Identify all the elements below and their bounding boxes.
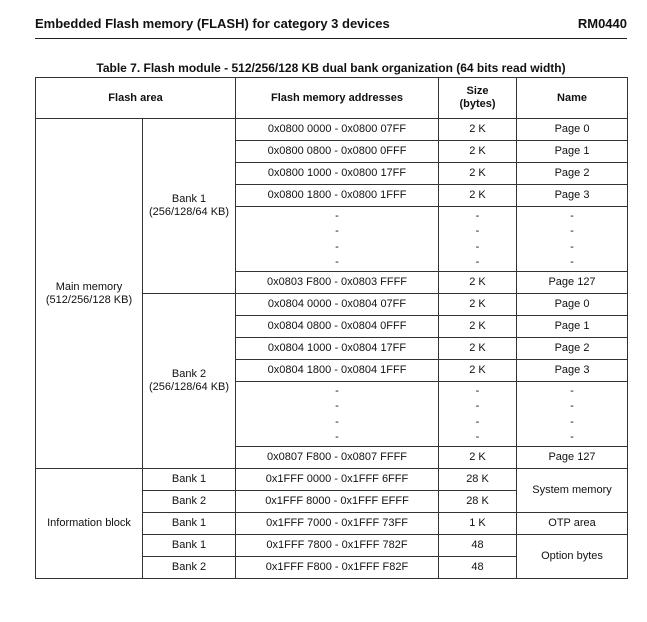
bank2-cell: [143, 294, 236, 469]
address-cell: 0x1FFF 8000 - 0x1FFF EFFF: [236, 491, 439, 513]
option-bytes-cell: Option bytes: [517, 535, 628, 579]
col-header-size: [439, 78, 517, 119]
name-cell: Page 0: [517, 119, 628, 141]
col-header-size-line2: (bytes): [459, 98, 496, 110]
name-cell: Page 3: [517, 185, 628, 207]
ellipsis-mark: -: [570, 430, 574, 443]
address-cell: 0x0800 0800 - 0x0800 0FFF: [236, 141, 439, 163]
size-cell: 2 K: [439, 272, 517, 294]
address-cell: 0x0804 0000 - 0x0804 07FF: [236, 294, 439, 316]
size-cell: 2 K: [439, 163, 517, 185]
information-block-cell: Information block: [36, 469, 143, 579]
ellipsis-mark: -: [570, 415, 574, 428]
size-cell: 28 K: [439, 469, 517, 491]
name-cell: Page 3: [517, 360, 628, 382]
table-row: [36, 469, 628, 491]
size-ellipsis-cell: [439, 382, 517, 447]
bank-cell: Bank 1: [143, 535, 236, 557]
bank1-label: Bank 1: [171, 193, 207, 205]
address-cell: 0x0803 F800 - 0x0803 FFFF: [236, 272, 439, 294]
main-memory-label: Main memory: [55, 280, 123, 293]
bank-cell: Bank 2: [143, 491, 236, 513]
ellipsis-mark: -: [335, 385, 339, 397]
table-caption: Table 7. Flash module - 512/256/128 KB dual bank organization (64 bits read width): [96, 61, 566, 75]
ellipsis-mark: -: [570, 400, 574, 413]
header-title: Embedded Flash memory (FLASH) for category 3 devices: [35, 16, 390, 31]
header-rule: [35, 38, 627, 39]
name-cell: Page 1: [517, 141, 628, 163]
main-memory-size: (512/256/128 KB): [45, 293, 133, 306]
address-cell: 0x0800 1000 - 0x0800 17FF: [236, 163, 439, 185]
address-ellipsis-cell: [236, 382, 439, 447]
col-header-size-line1: Size: [466, 85, 489, 97]
name-cell: Page 0: [517, 294, 628, 316]
col-header-area: Flash area: [36, 78, 236, 119]
ellipsis-mark: -: [335, 415, 339, 428]
name-cell: Page 1: [517, 316, 628, 338]
ellipsis-mark: -: [335, 400, 339, 413]
ellipsis-mark: -: [335, 210, 339, 222]
bank2-size: (256/128/64 KB): [148, 381, 230, 393]
bank-cell: Bank 1: [143, 469, 236, 491]
ellipsis-mark: -: [335, 255, 339, 268]
address-cell: 0x0804 1000 - 0x0804 17FF: [236, 338, 439, 360]
size-ellipsis-cell: [439, 207, 517, 272]
size-cell: 2 K: [439, 360, 517, 382]
name-cell: Page 2: [517, 338, 628, 360]
flash-organization-table: [35, 77, 628, 579]
ellipsis-mark: -: [475, 400, 480, 413]
address-cell: 0x1FFF 7800 - 0x1FFF 782F: [236, 535, 439, 557]
ellipsis-mark: -: [475, 385, 480, 397]
size-cell: 2 K: [439, 185, 517, 207]
ellipsis-mark: -: [475, 430, 480, 443]
name-cell: Page 2: [517, 163, 628, 185]
ellipsis-mark: -: [570, 210, 574, 222]
size-cell: 2 K: [439, 141, 517, 163]
address-cell: 0x0807 F800 - 0x0807 FFFF: [236, 447, 439, 469]
name-cell: Page 127: [517, 447, 628, 469]
ellipsis-mark: -: [475, 225, 480, 238]
otp-area-cell: OTP area: [517, 513, 628, 535]
ellipsis-mark: -: [475, 415, 480, 428]
main-memory-cell: [36, 119, 143, 469]
size-cell: 2 K: [439, 447, 517, 469]
bank1-size: (256/128/64 KB): [148, 206, 230, 218]
table-header-row: [36, 78, 628, 119]
address-cell: 0x0804 0800 - 0x0804 0FFF: [236, 316, 439, 338]
size-cell: 28 K: [439, 491, 517, 513]
address-cell: 0x1FFF F800 - 0x1FFF F82F: [236, 557, 439, 579]
address-cell: 0x1FFF 0000 - 0x1FFF 6FFF: [236, 469, 439, 491]
ellipsis-mark: -: [570, 255, 574, 268]
name-ellipsis-cell: [517, 207, 628, 272]
ellipsis-mark: -: [570, 225, 574, 238]
ellipsis-mark: -: [475, 210, 480, 222]
ellipsis-mark: -: [475, 240, 480, 253]
table-row: [36, 119, 628, 141]
size-cell: 2 K: [439, 294, 517, 316]
name-cell: Page 127: [517, 272, 628, 294]
bank-cell: Bank 2: [143, 557, 236, 579]
bank1-cell: [143, 119, 236, 294]
size-cell: 48: [439, 557, 517, 579]
address-cell: 0x0804 1800 - 0x0804 1FFF: [236, 360, 439, 382]
ellipsis-mark: -: [570, 240, 574, 253]
ellipsis-mark: -: [335, 430, 339, 443]
col-header-addresses: Flash memory addresses: [236, 78, 439, 119]
size-cell: 2 K: [439, 338, 517, 360]
size-cell: 2 K: [439, 119, 517, 141]
bank2-label: Bank 2: [171, 368, 207, 380]
col-header-name: Name: [517, 78, 628, 119]
address-cell: 0x0800 1800 - 0x0800 1FFF: [236, 185, 439, 207]
ellipsis-mark: -: [475, 255, 480, 268]
doc-reference: RM0440: [577, 16, 627, 31]
name-ellipsis-cell: [517, 382, 628, 447]
address-cell: 0x0800 0000 - 0x0800 07FF: [236, 119, 439, 141]
system-memory-cell: System memory: [517, 469, 628, 513]
size-cell: 48: [439, 535, 517, 557]
bank-cell: Bank 1: [143, 513, 236, 535]
address-ellipsis-cell: [236, 207, 439, 272]
address-cell: 0x1FFF 7000 - 0x1FFF 73FF: [236, 513, 439, 535]
ellipsis-mark: -: [570, 385, 574, 397]
size-cell: 1 K: [439, 513, 517, 535]
page-header: [35, 16, 627, 31]
ellipsis-mark: -: [335, 225, 339, 238]
size-cell: 2 K: [439, 316, 517, 338]
ellipsis-mark: -: [335, 240, 339, 253]
